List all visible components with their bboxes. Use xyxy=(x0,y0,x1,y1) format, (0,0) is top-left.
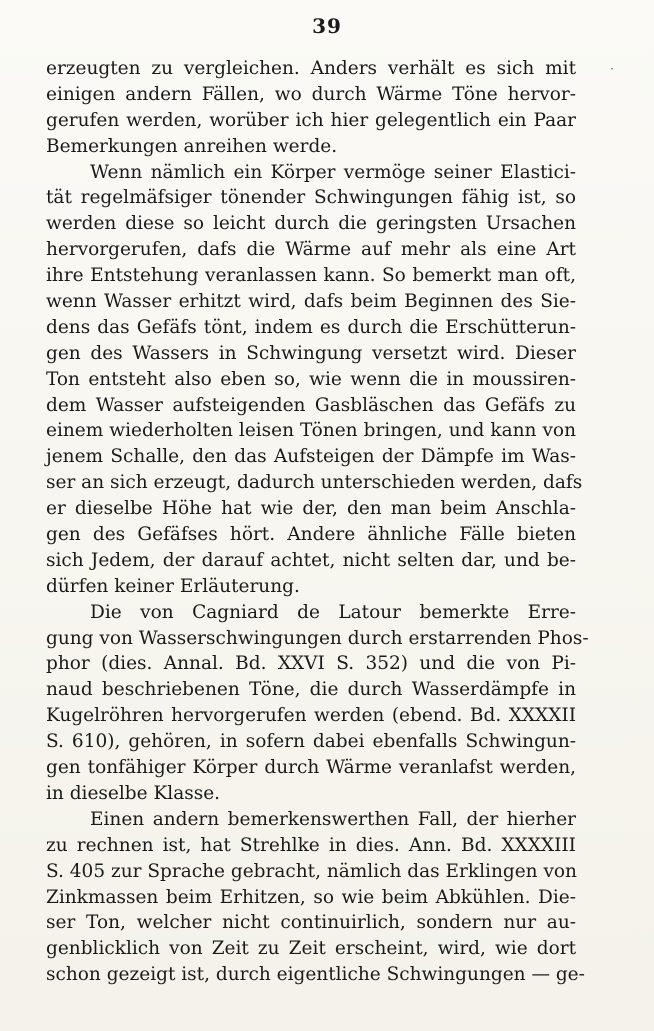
text-line: Zinkmassen beim Erhitzen, so wie beim Abkühlen. Die- xyxy=(46,886,576,908)
page-number: 39 xyxy=(312,14,342,38)
text-line: Bemerkungen anreihen werde. xyxy=(46,135,338,157)
text-line: sich Jedem, der darauf achtet, nicht selten dar, und be- xyxy=(46,549,576,571)
text-line: schon gezeigt ist, durch eigentliche Schwingungen — ge- xyxy=(46,964,585,986)
text-line: ser an sich erzeugt, dadurch unterschieden werden, dafs xyxy=(46,472,583,494)
text-line: zu rechnen ist, hat Strehlke in dies. Ann. Bd. XXXXIII xyxy=(46,834,576,856)
text-line: phor (dies. Annal. Bd. XXVI S. 352) und die von Pi- xyxy=(46,653,576,675)
text-line: ser Ton, welcher nicht continuirlich, sondern nur au- xyxy=(46,912,576,934)
text-line: gen des Gefäfses hört. Andere ähnliche Fälle bieten xyxy=(46,524,576,546)
text-line: gerufen werden, worüber ich hier gelegentlich ein Paar xyxy=(46,109,576,131)
text-line: S. 405 zur Sprache gebracht, nämlich das Erklingen von xyxy=(46,860,577,882)
text-line: dens das Gefäfs tönt, indem es durch die Erschütterun- xyxy=(46,316,576,338)
paragraph-start-line: Wenn nämlich ein Körper vermöge seiner Elastici- xyxy=(90,161,576,183)
text-line: in dieselbe Klasse. xyxy=(46,782,221,804)
text-line: gen des Wassers in Schwingung versetzt wird. Dieser xyxy=(46,342,576,364)
text-line: Kugelröhren hervorgerufen werden (ebend. Bd. XXXXII xyxy=(46,705,576,727)
text-line: S. 610), gehören, in sofern dabei ebenfalls Schwingun- xyxy=(46,731,576,753)
text-line: dem Wasser aufsteigenden Gasbläschen das Gefäfs zu xyxy=(46,394,576,416)
text-line: gen tonfähiger Körper durch Wärme veranlafst werden, xyxy=(46,757,576,779)
text-line: genblicklich von Zeit zu Zeit erscheint, wird, wie dort xyxy=(46,938,576,960)
paragraph-start-line: Einen andern bemerkenswerthen Fall, der hierher xyxy=(90,808,576,830)
text-line: hervorgerufen, dafs die Wärme auf mehr als eine Art xyxy=(46,239,576,261)
text-line: wenn Wasser erhitzt wird, dafs beim Beginnen des Sie- xyxy=(46,291,576,313)
text-line: Ton entsteht also eben so, wie wenn die in moussiren- xyxy=(46,368,576,390)
text-line: werden diese so leicht durch die geringsten Ursachen xyxy=(46,213,576,235)
margin-speck: · xyxy=(610,62,614,76)
paragraph-start-line: Die von Cagniard de Latour bemerkte Erre- xyxy=(90,601,576,623)
text-line: erzeugten zu vergleichen. Anders verhält es sich mit xyxy=(46,58,576,79)
text-line: einigen andern Fällen, wo durch Wärme Töne hervor- xyxy=(46,83,576,105)
text-line: gung von Wasserschwingungen durch erstarrenden Phos- xyxy=(46,627,589,649)
body-text xyxy=(46,56,589,988)
text-line: einem wiederholten leisen Tönen bringen, und kann von xyxy=(46,420,576,442)
text-line: er dieselbe Höhe hat wie der, den man beim Anschla- xyxy=(46,498,576,520)
text-line: tät regelmäfsiger tönender Schwingungen fähig ist, so xyxy=(46,187,576,209)
text-line: dürfen keiner Erläuterung. xyxy=(46,575,300,597)
text-line: jenem Schalle, den das Aufsteigen der Dämpfe im Was- xyxy=(46,446,576,468)
text-line: ihre Entstehung veranlassen kann. So bemerkt man oft, xyxy=(46,265,576,287)
text-line: naud beschriebenen Töne, die durch Wasserdämpfe in xyxy=(46,679,576,701)
